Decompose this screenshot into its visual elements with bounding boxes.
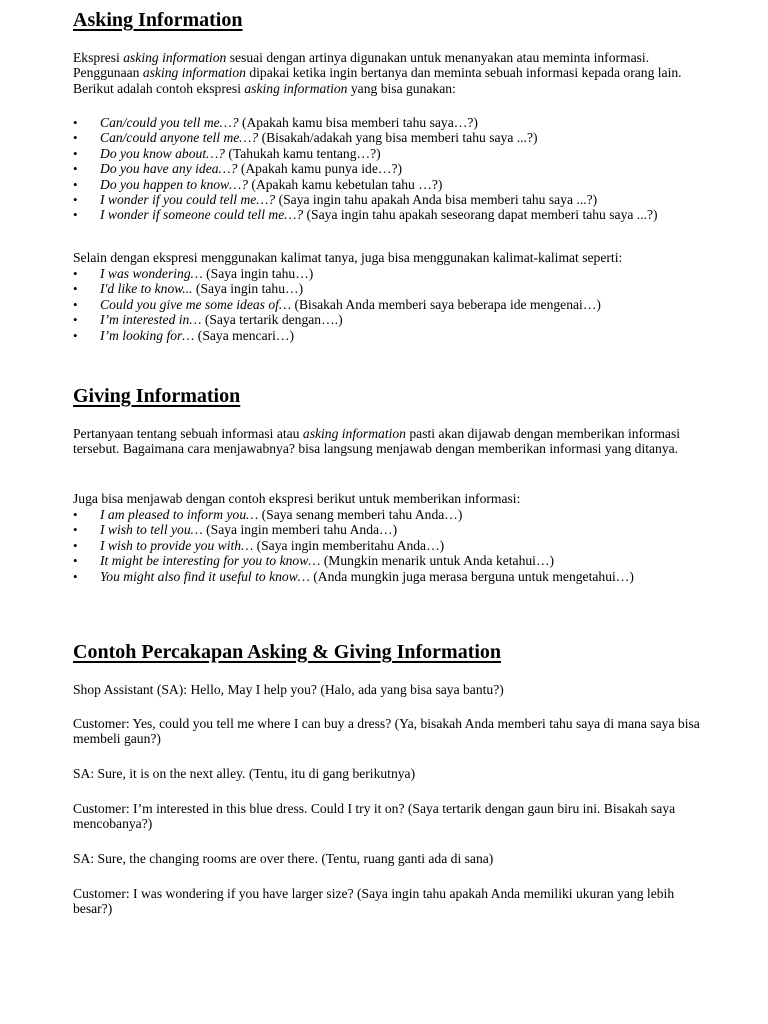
dialogue-line: Customer: I was wondering if you have larger size? (Saya ingin tahu apakah Anda memiliki ukuran yang lebih besar?) bbox=[73, 886, 675, 917]
list-item bbox=[73, 297, 601, 312]
list-item bbox=[73, 146, 658, 161]
english-expression: Can/could anyone tell me…? bbox=[100, 130, 259, 146]
asking-intro-paragraph bbox=[73, 50, 713, 96]
translation: (Saya ingin memberitahu Anda…) bbox=[253, 537, 445, 553]
english-expression: Can/could you tell me…? bbox=[100, 115, 239, 130]
english-expression: It might be interesting for you to know… bbox=[100, 553, 321, 569]
dialogue-line: SA: Sure, it is on the next alley. (Tentu, itu di gang berikutnya) bbox=[73, 766, 416, 781]
list-item bbox=[73, 281, 601, 296]
list-item bbox=[73, 115, 658, 130]
english-expression: I'd like to know... bbox=[100, 281, 193, 297]
english-expression: I was wondering… bbox=[100, 266, 203, 281]
asking-statement-list bbox=[73, 266, 601, 343]
translation: (Saya ingin tahu…) bbox=[192, 281, 304, 297]
list-item bbox=[73, 192, 658, 207]
list-item bbox=[73, 312, 601, 327]
translation: (Bisakah Anda memberi saya beberapa ide mengenai…) bbox=[291, 296, 601, 312]
translation: (Saya ingin tahu apakah seseorang dapat memberi tahu saya ...?) bbox=[303, 207, 658, 223]
list-item bbox=[73, 161, 658, 176]
translation: (Saya ingin tahu apakah Anda bisa memberi tahu saya ...?) bbox=[275, 192, 598, 208]
giving-intro-2-paragraph: Juga bisa menjawab dengan contoh ekspresi berikut untuk memberikan informasi: bbox=[73, 491, 521, 506]
heading-giving-information: Giving Information bbox=[73, 385, 241, 407]
translation: (Mungkin menarik untuk Anda ketahui…) bbox=[320, 553, 555, 569]
english-expression: I wonder if someone could tell me…? bbox=[100, 207, 304, 223]
translation: (Saya senang memberi tahu Anda…) bbox=[258, 507, 463, 522]
text-run: dipakai ketika ingin bertanya dan meminta sebuah informasi kepada orang lain. Berikut adalah contoh ekspresi bbox=[73, 65, 682, 96]
english-expression: I wish to provide you with… bbox=[100, 537, 254, 553]
heading-asking-information: Asking Information bbox=[73, 9, 243, 31]
translation: (Tahukah kamu tentang…?) bbox=[224, 145, 381, 161]
list-item bbox=[73, 507, 634, 522]
translation: (Apakah kamu bisa memberi tahu saya…?) bbox=[238, 115, 478, 130]
text-run: yang bisa gunakan: bbox=[347, 80, 456, 96]
text-run: Pertanyaan tentang sebuah informasi atau bbox=[73, 426, 303, 441]
english-expression: You might also find it useful to know… bbox=[100, 568, 310, 584]
list-item bbox=[73, 328, 601, 343]
emphasis-term: asking information bbox=[302, 426, 406, 441]
emphasis-term: asking information bbox=[244, 80, 348, 96]
list-item bbox=[73, 538, 634, 553]
translation: (Saya tertarik dengan….) bbox=[201, 312, 343, 328]
english-expression: Do you have any idea…? bbox=[100, 161, 238, 177]
english-expression: Do you happen to know…? bbox=[100, 176, 249, 192]
english-expression: I’m looking for… bbox=[100, 327, 195, 343]
giving-intro-paragraph bbox=[73, 426, 713, 457]
list-item bbox=[73, 207, 658, 222]
translation: (Saya ingin memberi tahu Anda…) bbox=[202, 522, 398, 538]
translation: (Saya mencari…) bbox=[194, 327, 295, 343]
translation: (Saya ingin tahu…) bbox=[202, 266, 314, 281]
text-run: Ekspresi bbox=[73, 50, 124, 65]
translation: (Bisakah/adakah yang bisa memberi tahu saya ...?) bbox=[258, 130, 538, 146]
english-expression: Could you give me some ideas of… bbox=[100, 296, 292, 312]
dialogue-line: Customer: I’m interested in this blue dress. Could I try it on? (Saya tertarik dengan gaun biru ini. Bisakah saya mencobanya?) bbox=[73, 801, 676, 832]
english-expression: I wonder if you could tell me…? bbox=[100, 192, 276, 208]
text-run: sesuai dengan artinya digunakan untuk menanyakan atau meminta informasi. Penggunaan bbox=[73, 50, 650, 81]
emphasis-term: asking information bbox=[123, 50, 227, 65]
giving-expression-list bbox=[73, 507, 634, 584]
translation: (Apakah kamu punya ide…?) bbox=[237, 161, 403, 177]
list-item bbox=[73, 522, 634, 537]
list-item bbox=[73, 569, 634, 584]
text-run: pasti akan dijawab dengan memberikan informasi tersebut. Bagaimana cara menjawabnya? bisa langsung menjawab dengan memberikan informasi yang ditanya. bbox=[73, 426, 681, 457]
english-expression: I’m interested in… bbox=[100, 312, 202, 328]
asking-intro-2-paragraph: Selain dengan ekspresi menggunakan kalimat tanya, juga bisa menggunakan kalimat-kalimat seperti: bbox=[73, 250, 623, 265]
list-item bbox=[73, 130, 658, 145]
english-expression: I wish to tell you… bbox=[100, 522, 203, 538]
dialogue-line: SA: Sure, the changing rooms are over there. (Tentu, ruang ganti ada di sana) bbox=[73, 851, 494, 866]
heading-contoh-percakapan: Contoh Percakapan Asking & Giving Information bbox=[73, 641, 502, 663]
translation: (Anda mungkin juga merasa berguna untuk mengetahui…) bbox=[309, 568, 634, 584]
emphasis-term: asking information bbox=[142, 65, 246, 81]
translation: (Apakah kamu kebetulan tahu …?) bbox=[248, 176, 443, 192]
english-expression: I am pleased to inform you… bbox=[100, 507, 259, 522]
list-item bbox=[73, 553, 634, 568]
dialogue-line: Shop Assistant (SA): Hello, May I help you? (Halo, ada yang bisa saya bantu?) bbox=[73, 682, 504, 697]
english-expression: Do you know about…? bbox=[100, 145, 225, 161]
list-item bbox=[73, 266, 601, 281]
asking-expression-list bbox=[73, 115, 658, 223]
list-item bbox=[73, 177, 658, 192]
dialogue-line: Customer: Yes, could you tell me where I can buy a dress? (Ya, bisakah Anda memberi tahu saya di mana saya bisa membeli gaun?) bbox=[73, 716, 700, 747]
